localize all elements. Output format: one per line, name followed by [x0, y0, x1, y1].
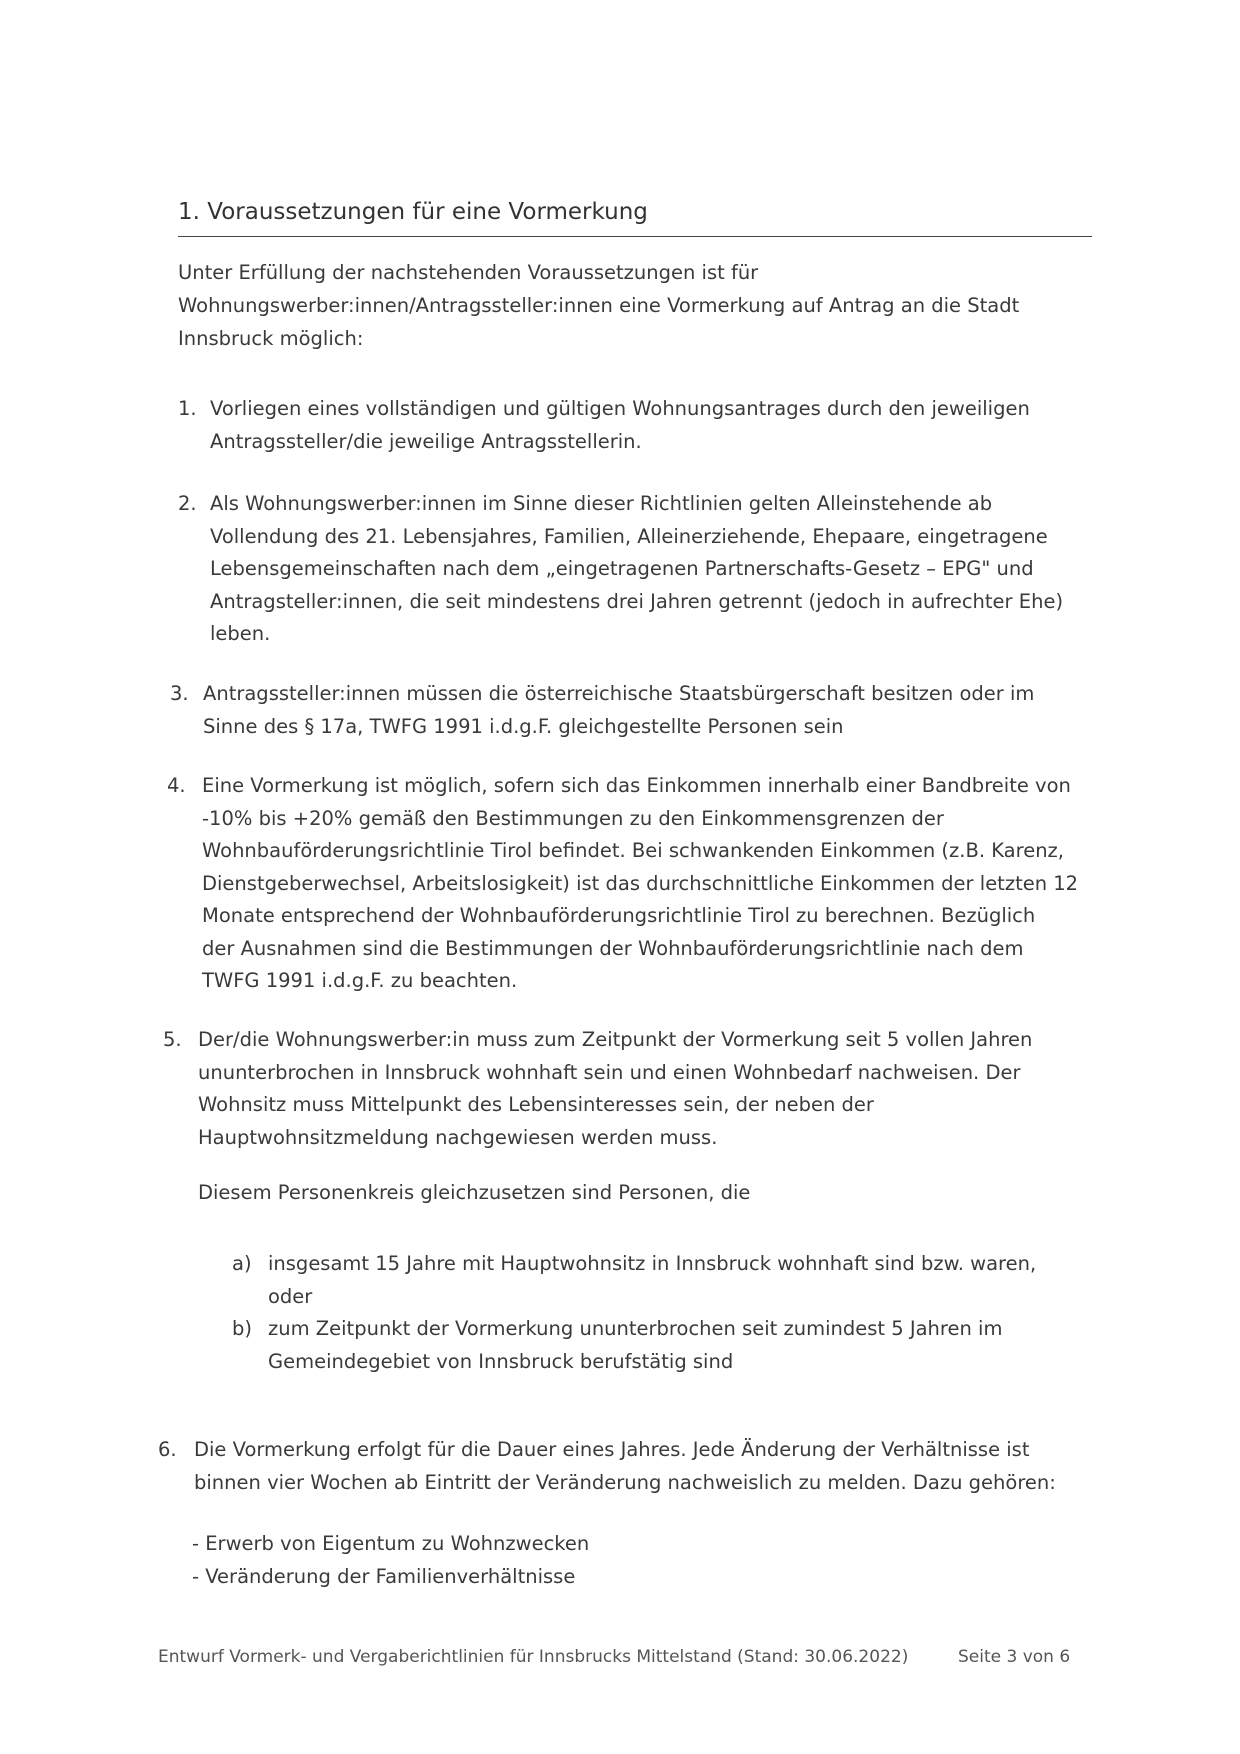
list-item-line: Hauptwohnsitzmeldung nachgewiesen werden muss. — [198, 1125, 718, 1149]
section-heading — [178, 198, 1092, 237]
list-item-line: leben. — [210, 622, 271, 645]
list-item-line: Antragssteller/die jeweilige Antragsstellerin. — [210, 429, 642, 453]
list-item-line: Antragssteller:innen müssen die österreichische Staatsbürgerschaft besitzen oder im — [203, 682, 1035, 705]
intro-line: Unter Erfüllung der nachstehenden Voraussetzungen ist für — [178, 261, 759, 284]
sub-item-line: zum Zeitpunkt der Vormerkung ununterbrochen seit zumindest 5 Jahren im — [268, 1317, 1003, 1340]
footer-title: Entwurf Vormerk- und Vergaberichtlinien für Innsbrucks Mittelstand (Stand: 30.06.2022) — [158, 1647, 909, 1667]
intro-paragraph — [178, 256, 1068, 355]
list-item-line: Dienstgeberwechsel, Arbeitslosigkeit) ist das durchschnittliche Einkommen der letzten 12 — [202, 871, 1079, 895]
list-item-number: 6. — [158, 1438, 177, 1461]
sub-item-label: b) — [232, 1317, 252, 1340]
list-item-line: Monate entsprechend der Wohnbauförderungsrichtlinie Tirol zu berechnen. Bezüglich — [202, 904, 1036, 927]
list-item-text — [202, 770, 1078, 998]
list-item-line: der Ausnahmen sind die Bestimmungen der Wohnbauförderungsrichtlinie nach dem — [202, 936, 1024, 960]
list-item-number: 5. — [163, 1028, 182, 1051]
page-number: Seite 3 von 6 — [958, 1647, 1071, 1667]
list-item-line: binnen vier Wochen ab Eintritt der Veränderung nachweislich zu melden. Dazu gehören: — [194, 1470, 1056, 1494]
list-item-line: TWFG 1991 i.d.g.F. zu beachten. — [202, 969, 518, 992]
sub-item-line: oder — [268, 1284, 313, 1308]
section-heading-text: 1. Voraussetzungen für eine Vormerkung — [178, 199, 648, 225]
list-item-number: 4. — [167, 774, 186, 797]
dash-list-item: - Veränderung der Familienverhältnisse — [192, 1564, 576, 1588]
list-item-line: Antragsteller:innen, die seit mindestens drei Jahren getrennt (jedoch in aufrechter Ehe) — [210, 589, 1064, 613]
sub-item-label: a) — [232, 1252, 252, 1275]
sub-item-line: insgesamt 15 Jahre mit Hauptwohnsitz in Innsbruck wohnhaft sind bzw. waren, — [268, 1252, 1037, 1275]
list-item-line: Vollendung des 21. Lebensjahres, Familien, Alleinerziehende, Ehepaare, eingetragene — [210, 524, 1048, 548]
list-item-line: Lebensgemeinschaften nach dem „eingetragenen Partnerschafts-Gesetz – EPG" und — [210, 557, 1034, 580]
sub-item-line: Gemeindegebiet von Innsbruck berufstätig sind — [268, 1349, 734, 1373]
intro-line: Wohnungswerber:innen/Antragssteller:innen eine Vormerkung auf Antrag an die Stadt — [178, 294, 1020, 317]
dash-list — [192, 1528, 1052, 1593]
list-item-line: Wohnsitz muss Mittelpunkt des Lebensinteresses sein, der neben der — [198, 1093, 874, 1116]
list-item-text — [203, 678, 1034, 743]
list-item-number: 3. — [170, 682, 189, 705]
list-item-line: Der/die Wohnungswerber:in muss zum Zeitpunkt der Vormerkung seit 5 vollen Jahren — [198, 1028, 1033, 1051]
list-item-line: Eine Vormerkung ist möglich, sofern sich das Einkommen innerhalb einer Bandbreite von — [202, 774, 1071, 797]
list-item-number: 2. — [178, 492, 197, 515]
list-item-text — [210, 488, 1063, 651]
list-item-line: Vorliegen eines vollständigen und gültigen Wohnungsantrages durch den jeweiligen — [210, 397, 1030, 420]
list-item-5-extra: Diesem Personenkreis gleichzusetzen sind Personen, die — [198, 1181, 751, 1204]
list-item-text — [210, 393, 1030, 458]
list-item-number: 1. — [178, 397, 197, 420]
list-item-line: Wohnbauförderungsrichtlinie Tirol befindet. Bei schwankenden Einkommen (z.B. Karenz, — [202, 839, 1064, 862]
intro-line: Innsbruck möglich: — [178, 327, 364, 350]
list-item-line: -10% bis +20% gemäß den Bestimmungen zu den Einkommensgrenzen der — [202, 806, 944, 830]
sub-item-text — [268, 1313, 1088, 1378]
list-item-line: ununterbrochen in Innsbruck wohnhaft sein und einen Wohnbedarf nachweisen. Der — [198, 1060, 1021, 1084]
list-item-text — [198, 1024, 1032, 1154]
dash-list-item: - Erwerb von Eigentum zu Wohnzwecken — [192, 1532, 590, 1555]
list-item-line: Die Vormerkung erfolgt für die Dauer eines Jahres. Jede Änderung der Verhältnisse ist — [194, 1438, 1030, 1461]
list-item-text — [194, 1434, 1056, 1499]
sub-item-text — [268, 1248, 1088, 1313]
list-item-line: Als Wohnungswerber:innen im Sinne dieser Richtlinien gelten Alleinstehende ab — [210, 492, 993, 515]
list-item-line: Sinne des § 17a, TWFG 1991 i.d.g.F. gleichgestellte Personen sein — [203, 714, 844, 738]
